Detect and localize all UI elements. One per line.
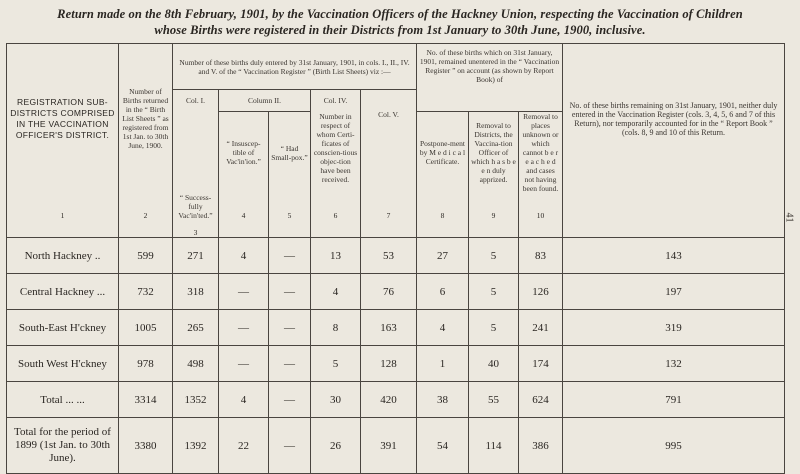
district-name: Central Hackney ... [7, 274, 119, 310]
cell: 5 [469, 238, 519, 274]
cell: 3314 [119, 382, 173, 418]
col-number: 9 [469, 193, 519, 238]
district-name: South-East H'ckney [7, 310, 119, 346]
header-column-ii: Column II. [219, 90, 311, 112]
cell: — [219, 274, 269, 310]
cell: 265 [173, 310, 219, 346]
col-number: 7 [361, 193, 417, 238]
cell: — [219, 346, 269, 382]
col-number: 1 [7, 193, 119, 238]
header-col-iv: Col. IV. [311, 90, 361, 112]
cell: 163 [361, 310, 417, 346]
page-number: 41 [783, 212, 795, 223]
header-district: REGISTRATION SUB-DISTRICTS COMPRISED IN THE VACCINATION OFFICER'S DISTRICT. [7, 44, 119, 194]
cell: 319 [563, 310, 785, 346]
cell: 27 [417, 238, 469, 274]
cell: 40 [469, 346, 519, 382]
cell: 318 [173, 274, 219, 310]
cell: 271 [173, 238, 219, 274]
cell: 197 [563, 274, 785, 310]
cell: 4 [311, 274, 361, 310]
cell: 128 [361, 346, 417, 382]
total-row [7, 382, 785, 418]
cell: 241 [519, 310, 563, 346]
header-births-entered: Number of these births duly entered by 31st January, 1901, in cols. I., II., IV. and V. of the “ Vaccination Register ” (Birth List Sheets) viz :— [173, 44, 417, 90]
header-postponement: Postpone-ment by M e d i c a l Certificate. [417, 112, 469, 194]
cell: 791 [563, 382, 785, 418]
col-number: 5 [269, 193, 311, 238]
cell: 53 [361, 238, 417, 274]
cell: 391 [361, 418, 417, 474]
cell: 114 [469, 418, 519, 474]
cell: 995 [563, 418, 785, 474]
cell: 1392 [173, 418, 219, 474]
cell: 83 [519, 238, 563, 274]
cell: 599 [119, 238, 173, 274]
col-number-blank [563, 193, 785, 238]
cell: 624 [519, 382, 563, 418]
cell: 174 [519, 346, 563, 382]
col-number: 8 [417, 193, 469, 238]
cell: 3380 [119, 418, 173, 474]
cell: 1005 [119, 310, 173, 346]
cell: 5 [311, 346, 361, 382]
cell: 126 [519, 274, 563, 310]
cell: 38 [417, 382, 469, 418]
col-number-3: 3 [193, 228, 198, 237]
cell: — [219, 310, 269, 346]
table-row [7, 274, 785, 310]
cell: 6 [417, 274, 469, 310]
header-births-returned: Number of Births returned in the “ Birth List Sheets ” as registered from 1st Jan. to 30th June, 1900. [119, 44, 173, 194]
cell: 22 [219, 418, 269, 474]
header-removal-unknown: Removal to places unknown or which cannot b e r e a c h e d and cases not having been found. [519, 112, 563, 194]
col-number: 2 [119, 193, 173, 238]
cell: 76 [361, 274, 417, 310]
cell: — [269, 238, 311, 274]
col-number: 4 [219, 193, 269, 238]
header-col-i: Col. I. [173, 90, 219, 194]
cell: 498 [173, 346, 219, 382]
table-row [7, 238, 785, 274]
cell: 1 [417, 346, 469, 382]
cell: 26 [311, 418, 361, 474]
cell: 978 [119, 346, 173, 382]
header-not-entered: No. of these births which on 31st January, 1901, remained unentered in the “ Vaccination Register ” on account (as shown by Report Book) of [417, 44, 563, 112]
cell: 420 [361, 382, 417, 418]
cell: 386 [519, 418, 563, 474]
col-number: 6 [311, 193, 361, 238]
header-col-v: Col. V. [361, 90, 417, 194]
header-removal-districts: Removal to Districts, the Vaccina-tion Officer of which h a s b e e n duly apprized. [469, 112, 519, 194]
table-row [7, 346, 785, 382]
col-number: 10 [519, 193, 563, 238]
cell: — [269, 346, 311, 382]
cell: 4 [219, 382, 269, 418]
header-successfully: “ Success-fully Vac'in'ted.” [178, 193, 213, 220]
header-remaining: No. of these births remaining on 31st January, 1901, neither duly entered in the Vaccination Register (cols. 3, 4, 5, 6 and 7 of this Return), nor temporarily accounted for in the “ Report Book ” (cols. 8, 9 and 10 of this Return. [563, 44, 785, 194]
header-had-smallpox: “ Had Small-pox.” [269, 112, 311, 194]
cell: 732 [119, 274, 173, 310]
cell: 1352 [173, 382, 219, 418]
district-name: South West H'ckney [7, 346, 119, 382]
return-title [0, 6, 800, 38]
col-number [173, 193, 219, 238]
cell: 55 [469, 382, 519, 418]
cell: 5 [469, 310, 519, 346]
cell: — [269, 310, 311, 346]
district-name: North Hackney .. [7, 238, 119, 274]
title-line-1: Return made on the 8th February, 1901, by the Vaccination Officers of the Hackney Union, respecting the Vaccination of Children [57, 7, 743, 21]
cell: 143 [563, 238, 785, 274]
previous-period-label: Total for the period of 1899 (1st Jan. to 30th June). [7, 418, 119, 474]
cell: 5 [469, 274, 519, 310]
previous-period-row [7, 418, 785, 474]
cell: 8 [311, 310, 361, 346]
total-label: Total ... ... [7, 382, 119, 418]
title-line-2: whose Births were registered in their Districts from 1st January to 30th June, 1900, inclusive. [154, 23, 646, 37]
cell: 4 [219, 238, 269, 274]
header-insusceptible: “ Insuscep-tible of Vac'in'ion.” [219, 112, 269, 194]
cell: 132 [563, 346, 785, 382]
cell: 30 [311, 382, 361, 418]
cell: — [269, 418, 311, 474]
vaccination-return-table [6, 43, 785, 474]
cell: 54 [417, 418, 469, 474]
cell: 4 [417, 310, 469, 346]
header-conscientious: Number in respect of whom Certi-ficates of conscien-tious objec-tion have been received. [311, 112, 361, 194]
cell: 13 [311, 238, 361, 274]
cell: — [269, 382, 311, 418]
cell: — [269, 274, 311, 310]
table-row [7, 310, 785, 346]
